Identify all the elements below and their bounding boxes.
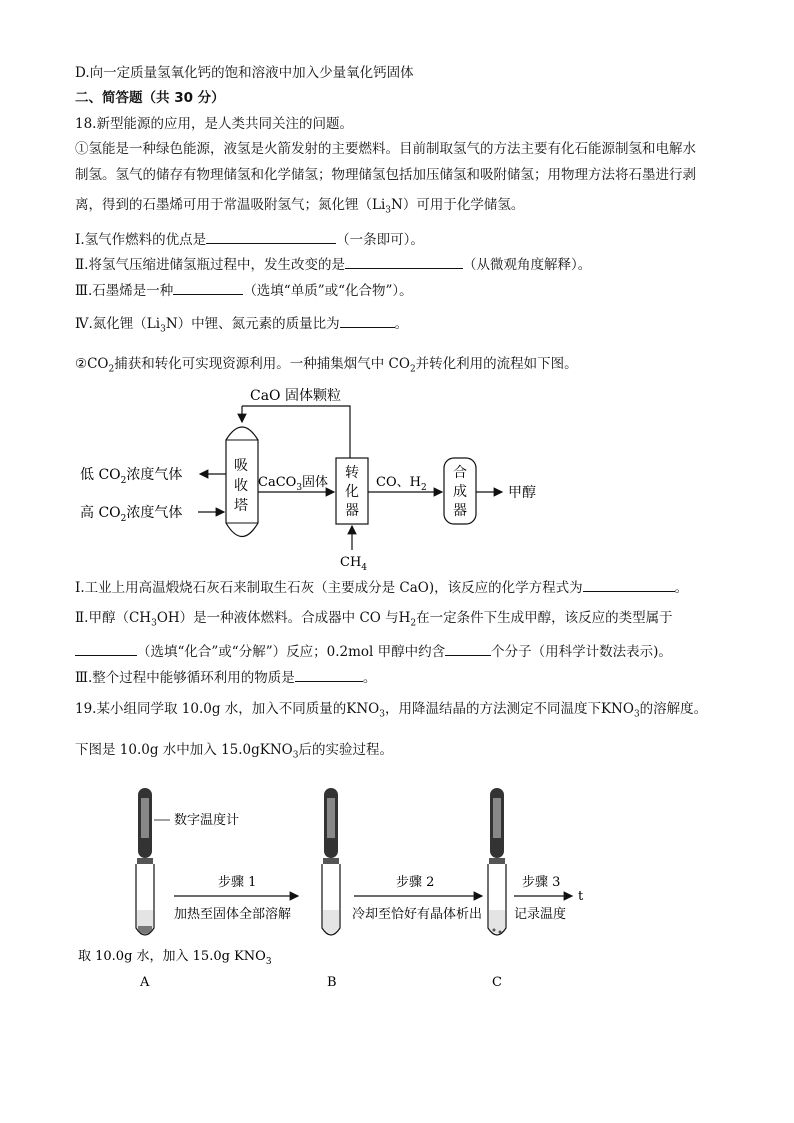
subscript: 2	[410, 618, 417, 629]
step2-label: 步骤 2	[396, 875, 435, 890]
text: （选填“化合”或“分解”）反应；0.2mol 甲醇中约含	[137, 644, 446, 660]
text: 离，得到的石墨烯可用于常温吸附氢气；氮化锂（	[75, 197, 372, 213]
text: 浓度气体	[126, 467, 183, 483]
text: 下图是 10.0g 水中加入 15.0g	[75, 742, 260, 758]
apparatus-b	[322, 788, 340, 935]
caco3-label	[258, 474, 328, 493]
thermometer-label: 数字温度计	[174, 813, 240, 828]
text: Ⅲ.石墨烯是一种	[75, 283, 174, 299]
subscript: 2	[409, 364, 416, 375]
step3-label: 步骤 3	[522, 875, 561, 890]
subscript: 3	[292, 750, 299, 761]
text: Ⅱ.甲醇（	[75, 610, 129, 626]
q19-line2	[75, 740, 393, 766]
text: 浓度气体	[126, 505, 183, 521]
text: （一条即可）。	[336, 232, 424, 248]
absorber-char: 吸	[234, 458, 248, 474]
text: Ⅲ.整个过程中能够循环利用的物质是	[75, 670, 295, 686]
subscript: 3	[296, 483, 303, 493]
synth-char: 合	[453, 465, 467, 481]
subscript: 2	[108, 364, 115, 375]
subscript: 4	[361, 563, 368, 573]
text: 19.某小组同学取 10.0g 水，加入不同质量的	[75, 701, 347, 717]
q18-paragraph-line3	[75, 195, 524, 221]
formula: Li	[372, 197, 386, 213]
q19-stem	[75, 699, 707, 725]
thermometer-screen	[493, 798, 501, 838]
apparatus-c	[488, 788, 506, 935]
formula: KNO	[600, 701, 634, 717]
step3-desc: 记录温度	[514, 907, 567, 922]
subscript: 3	[379, 709, 385, 720]
subscript: 2	[120, 476, 127, 486]
subscript: 2	[420, 483, 427, 493]
text: 。	[674, 580, 689, 596]
text: ）是一种液体燃料。合成器中 CO 与	[179, 610, 399, 626]
formula: KNO	[346, 701, 380, 717]
co2-capture-flow-diagram	[70, 378, 570, 574]
text: ，用降温结晶的方法测定不同温度下	[384, 701, 601, 717]
thermometer-screen	[327, 798, 335, 838]
text: 固体	[302, 475, 329, 490]
step1-label: 步骤 1	[218, 875, 257, 890]
high-co2-label	[80, 504, 182, 524]
section-title: 二、简答题（共 30 分）	[75, 90, 225, 106]
converter-char: 器	[345, 503, 359, 519]
text: Ⅱ.将氢气压缩进储氢瓶过程中，发生改变的是	[75, 257, 345, 273]
formula: KNO	[259, 742, 293, 758]
formula: OH	[156, 610, 180, 626]
synth-char: 成	[453, 484, 467, 500]
text: ②CO	[75, 356, 109, 372]
synth-char: 器	[453, 503, 467, 519]
formula: N	[165, 316, 178, 332]
text: CO、H	[376, 475, 421, 490]
q18-part2-item-2	[75, 608, 673, 634]
text: 取 10.0g 水，加入 15.0g KNO	[78, 949, 266, 964]
solution-level	[489, 910, 505, 934]
subscript: 3	[151, 618, 157, 629]
text: Ⅰ.氢气作燃料的优点是	[75, 232, 207, 248]
text: CH	[340, 555, 362, 570]
text: ）可用于化学储氢。	[402, 197, 525, 213]
experiment-figure	[70, 780, 630, 995]
text: 高 CO	[80, 505, 121, 521]
answer-blank[interactable]	[173, 280, 243, 295]
text: 的溶解度。	[639, 701, 708, 717]
q18-part2-intro	[75, 354, 578, 380]
co-h2-label	[376, 475, 427, 493]
text: 后的实验过程。	[298, 742, 393, 758]
q18-item-1	[75, 229, 424, 250]
text: 低 CO	[80, 467, 121, 483]
subscript: 2	[120, 514, 127, 524]
answer-blank[interactable]	[445, 641, 491, 656]
label-b: B	[327, 975, 337, 990]
stopper	[323, 858, 339, 864]
step2-desc: 冷却至恰好有晶体析出	[352, 907, 483, 922]
absorber-char: 塔	[234, 498, 248, 514]
answer-blank[interactable]	[75, 641, 137, 656]
stopper	[489, 858, 505, 864]
ch4-label	[340, 555, 367, 573]
answer-blank[interactable]	[340, 313, 395, 328]
subscript: 3	[633, 709, 640, 720]
step1-desc: 加热至固体全部溶解	[174, 907, 292, 922]
methanol-label: 甲醇	[508, 485, 536, 501]
text: （选填“单质”或“化合物”）。	[243, 283, 413, 299]
answer-blank[interactable]	[345, 254, 463, 269]
answer-blank[interactable]	[295, 667, 363, 682]
subscript: 3	[385, 205, 392, 216]
apparatus-a-desc	[78, 948, 272, 967]
previous-option-d: D.向一定质量氢氧化钙的饱和溶液中加入少量氧化钙固体	[75, 65, 414, 81]
text: Ⅳ.氮化锂（	[75, 316, 147, 332]
text: Ⅰ.工业上用高温煅烧石灰石来制取生石灰（主要成分是 CaO)，该反应的化学方程式为	[75, 580, 583, 596]
crystal	[499, 931, 502, 934]
text: 个分子（用科学计数法表示)。	[491, 644, 672, 660]
cao-label: CaO 固体颗粒	[250, 388, 341, 404]
q18-paragraph-line1: ①氢能是一种绿色能源，液氢是火箭发射的主要燃料。目前制取氢气的方法主要有化石能源制氢和电解水	[75, 141, 696, 157]
answer-blank[interactable]	[583, 577, 675, 592]
q18-part2-item-2-cont	[75, 641, 672, 662]
q18-part2-item-1	[75, 577, 688, 598]
answer-blank[interactable]	[206, 229, 336, 244]
label-a: A	[140, 975, 150, 990]
low-co2-label	[80, 466, 182, 486]
q18-item-4	[75, 313, 408, 340]
absorber-char: 收	[234, 478, 248, 494]
formula: H	[398, 610, 411, 626]
text: 并转化利用的流程如下图。	[415, 356, 578, 372]
text: ）中锂、氮元素的质量比为	[177, 316, 340, 332]
text: （从微观角度解释）。	[462, 257, 592, 273]
converter-char: 化	[345, 484, 359, 500]
q18-item-3	[75, 280, 413, 301]
text: 捕获和转化可实现资源利用。一种捕集烟气中 CO	[114, 356, 410, 372]
label-c: C	[492, 975, 502, 990]
crystal	[493, 929, 496, 932]
stopper	[137, 858, 153, 864]
text: 。	[394, 316, 409, 332]
subscript: 3	[160, 324, 166, 335]
solution-level	[323, 910, 339, 934]
thermometer-screen	[141, 798, 149, 838]
formula: Li	[146, 316, 161, 332]
q18-paragraph-line2: 制氢。氢气的储存有物理储氢和化学储氢；物理储氢包括加压储氢和吸附储氢；用物理方法将石墨进行剥	[75, 167, 696, 183]
t-axis-label: t	[578, 889, 584, 904]
text: 在一定条件下生成甲醇，该反应的类型属于	[416, 610, 673, 626]
converter-char: 转	[345, 465, 359, 481]
formula: N	[391, 197, 403, 213]
q18-part2-item-3	[75, 667, 376, 688]
q18-stem: 18.新型能源的应用，是人类共同关注的问题。	[75, 116, 353, 132]
apparatus-a	[136, 788, 154, 935]
text: 。	[362, 670, 377, 686]
formula: CH	[128, 610, 152, 626]
subscript: 3	[265, 957, 272, 967]
q18-item-2	[75, 254, 591, 275]
text: CaCO	[258, 475, 297, 490]
